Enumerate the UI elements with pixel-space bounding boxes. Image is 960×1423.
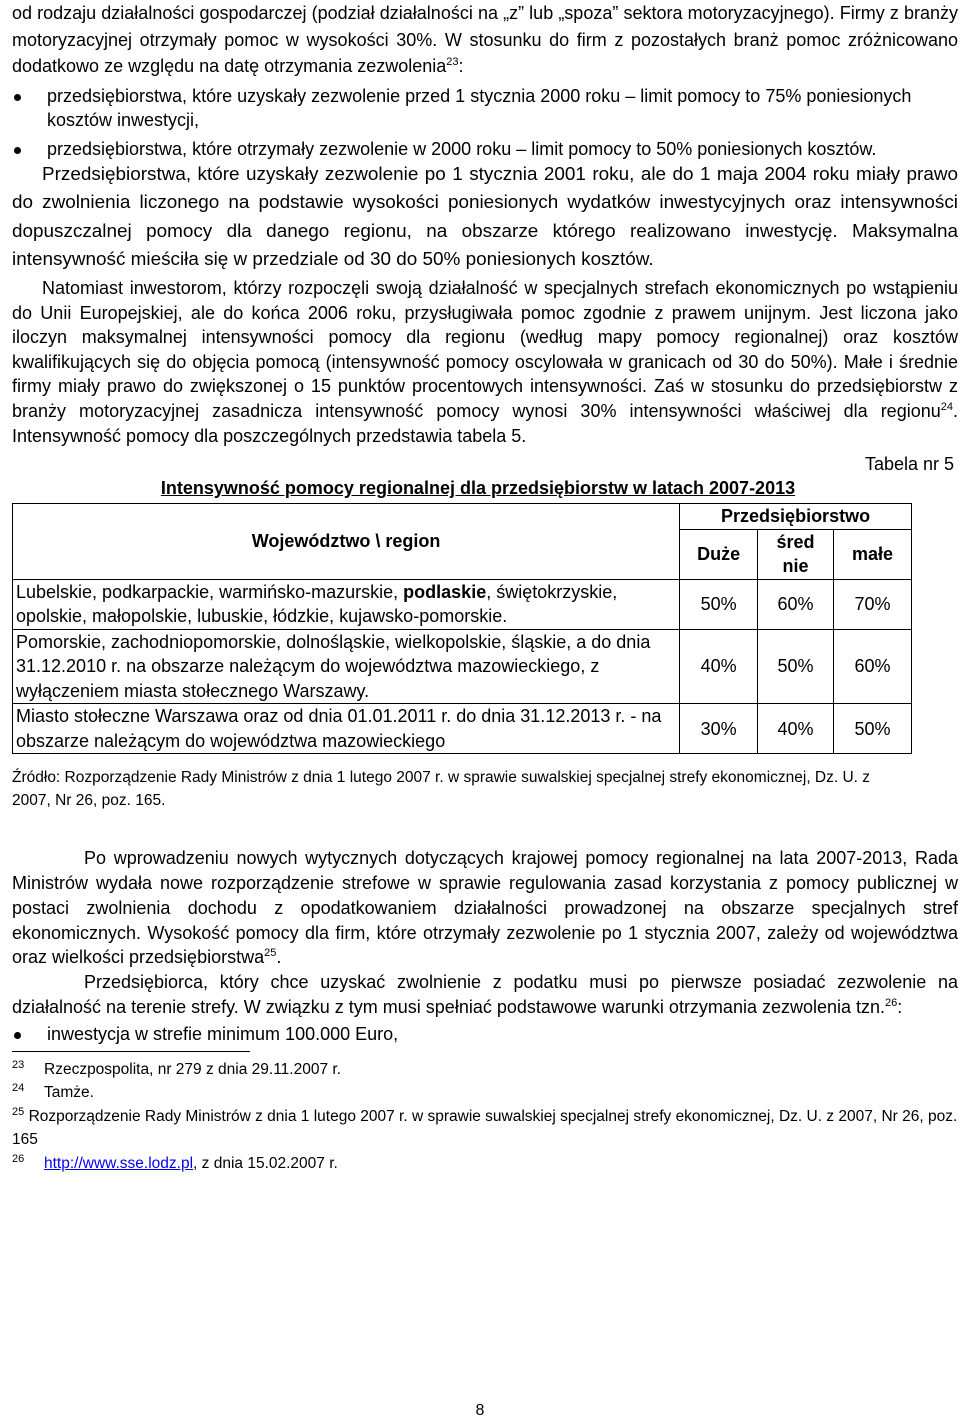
region-text: Lubelskie, podkarpackie, warmińsko-mazurskie,	[16, 581, 404, 602]
list-item-text: przedsiębiorstwa, które otrzymały zezwolenie w 2000 roku – limit pomocy to 50% poniesionych kosztów.	[47, 138, 877, 159]
footnote-ref[interactable]: 25	[264, 947, 277, 960]
footnote-ref[interactable]: 26	[885, 997, 898, 1010]
header-col-large: Duże	[680, 529, 758, 579]
intro-paragraph	[12, 0, 958, 80]
table-header-row	[13, 504, 912, 530]
region-text-tail: , świętokrzyskie, opolskie, małopolskie, lubuskie, łódzkie, kujawsko-pomorskie.	[16, 581, 618, 627]
header-region: Województwo \ region	[13, 504, 680, 580]
region-cell	[13, 579, 680, 629]
table-row	[13, 629, 912, 704]
footnote-text: Rozporządzenie Rady Ministrów z dnia 1 lutego 2007 r. w sprawie suwalskiej specjalnej strefy ekonomicznej, Dz. U. z 2007, Nr 26, poz. 165	[12, 1107, 958, 1149]
intro-tail: :	[458, 56, 464, 76]
paragraph-3	[12, 276, 958, 448]
paragraph-5-text: Przedsiębiorca, który chce uzyskać zwolnienie z podatku musi po pierwsze posiadać zezwolenie na działalność na terenie strefy. W związku z tym musi spełniać podstawowe warunki otrzymania zezwolenia tzn.	[12, 972, 958, 1018]
footnote: 24 Tamże.	[12, 1082, 94, 1102]
value-cell: 50%	[680, 579, 758, 629]
list-item	[12, 84, 958, 133]
value-cell: 40%	[680, 629, 758, 704]
bullet-list-2	[12, 1022, 958, 1047]
header-col-small: małe	[834, 529, 912, 579]
footnote-link[interactable]: http://www.sse.lodz.pl	[44, 1154, 194, 1172]
paragraph-4-text: Po wprowadzeniu nowych wytycznych dotyczących krajowej pomocy regionalnej na lata 2007-2013, Rada Ministrów wydała nowe rozporządzenie strefowe w sprawie regulowania zasad korzystania z pomocy publicznej w postaci zwolnienia dochodu z opodatkowaniem działalności prowadzonej na obszarze specjalnych stref ekonomicznych. Wysokość pomocy dla firm, które otrzymały zezwolenie po 1 stycznia 2007, zależy od województwa oraz wielkości przedsiębiorstwa	[12, 848, 958, 968]
value-cell: 70%	[834, 579, 912, 629]
footnote: 26 http://www.sse.lodz.pl, z dnia 15.02.2007 r.	[12, 1152, 338, 1172]
table-title: Intensywność pomocy regionalnej dla przedsiębiorstw w latach 2007-2013	[160, 478, 796, 499]
bullet-icon	[14, 94, 21, 101]
footnote-text: Tamże.	[44, 1084, 94, 1102]
footnote-text: Rzeczpospolita, nr 279 z dnia 29.11.2007 r.	[44, 1060, 341, 1078]
value-cell: 50%	[758, 629, 834, 704]
paragraph-5	[12, 970, 958, 1020]
region-text: Miasto stołeczne Warszawa oraz od dnia 01.01.2011 r. do dnia 31.12.2013 r. - na obszarze należącym do województwa mazowieckiego	[16, 706, 662, 751]
bullet-icon	[14, 1032, 21, 1039]
list-item	[12, 137, 958, 162]
paragraph-2: Przedsiębiorstwa, które uzyskały zezwolenie po 1 stycznia 2001 roku, ale do 1 maja 2004 roku miały prawo do zwolnienia liczonego na podstawie wysokości poniesionych wydatków inwestycyjnych oraz intensywności dopuszczalnej pomocy dla danego regionu, na obszarze którego realizowano inwestycję. Maksymalna intensywność mieściła się w przedziale od 30 do 50% poniesionych kosztów.	[12, 164, 958, 270]
table-caption: Tabela nr 5	[864, 454, 954, 475]
footnote-ref[interactable]: 23	[446, 56, 459, 68]
value-cell: 50%	[834, 704, 912, 754]
paragraph-3-tail: . Intensywność pomocy dla poszczególnych przedstawia tabela 5.	[12, 401, 958, 446]
footnote-ref[interactable]: 24	[940, 401, 953, 414]
footnote: 25 Rozporządzenie Rady Ministrów z dnia 1 lutego 2007 r. w sprawie suwalskiej specjalnej strefy ekonomicznej, Dz. U. z 2007, Nr 26, poz. 165	[12, 1105, 958, 1149]
footnote-separator	[12, 1051, 250, 1052]
value-cell: 60%	[758, 579, 834, 629]
list-item-text: inwestycja w strefie minimum 100.000 Euro,	[47, 1023, 399, 1044]
table-row	[13, 704, 912, 754]
value-cell: 60%	[834, 629, 912, 704]
value-cell: 40%	[758, 704, 834, 754]
footnote: 23 Rzeczpospolita, nr 279 z dnia 29.11.2007 r.	[12, 1058, 341, 1078]
intro-text: od rodzaju działalności gospodarczej (podział działalności na „z” lub „spoza” sektora motoryzacyjnego). Firmy z branży motoryzacyjnej otrzymały pomoc w wysokości 30%. W stosunku do firm z pozostałych branż pomoc zróżnicowano dodatkowo ze względu na datę otrzymania zezwolenia	[12, 3, 958, 76]
region-text: Pomorskie, zachodniopomorskie, dolnośląskie, wielkopolskie, śląskie, a do dnia 31.12.2010 r. na obszarze należącym do województwa mazowieckiego, z wyłączeniem miasta stołecznego Warszawy.	[16, 631, 651, 701]
intensity-table	[12, 503, 912, 754]
table-row	[13, 579, 912, 629]
header-col-medium	[758, 529, 834, 579]
table-source: Źródło: Rozporządzenie Rady Ministrów z dnia 1 lutego 2007 r. w sprawie suwalskiej specjalnej strefy ekonomicznej, Dz. U. z 2007, Nr 26, poz. 165.	[12, 769, 871, 810]
bullet-icon	[14, 147, 21, 154]
footnotes	[12, 1058, 958, 1176]
paragraph-4-tail: .	[276, 947, 282, 968]
value-cell: 30%	[680, 704, 758, 754]
document-page	[12, 0, 958, 1175]
header-col-medium-text: średnie	[776, 531, 815, 577]
bullet-list-1	[12, 84, 958, 162]
footnote-text: , z dnia 15.02.2007 r.	[193, 1154, 338, 1172]
list-item-text: przedsiębiorstwa, które uzyskały zezwolenie przed 1 stycznia 2000 roku – limit pomocy to 75% poniesionych kosztów inwestycji,	[47, 85, 912, 131]
region-cell	[13, 704, 680, 754]
paragraph-4	[12, 846, 958, 970]
header-group: Przedsiębiorstwo	[680, 504, 912, 530]
paragraph-3-text: Natomiast inwestorom, którzy rozpoczęli swoją działalność w specjalnych strefach ekonomicznych po wstąpieniu do Unii Europejskiej, ale do końca 2006 roku, przysługiwała pomoc zgodnie z prawem unijnym. Jest liczona jako iloczyn maksymalnej intensywności pomocy dla regionu (według mapy pomocy regionalnej) oraz kosztów kwalifikujących się do objęcia pomocą (intensywność pomocy oscylowała w granicach od 30 do 50%). Małe i średnie firmy miały prawo do zwiększonej o 15 punktów procentowych intensywności. Zaś w stosunku do przedsiębiorstw z branży motoryzacyjnej zasadnicza intensywność pomocy wynosi 30% intensywności właściwej dla regionu	[12, 278, 958, 422]
list-item	[12, 1022, 958, 1047]
region-bold-text: podlaskie	[403, 581, 487, 602]
region-cell	[13, 629, 680, 704]
page-number: 8	[475, 1402, 485, 1419]
paragraph-5-tail: :	[897, 997, 903, 1018]
